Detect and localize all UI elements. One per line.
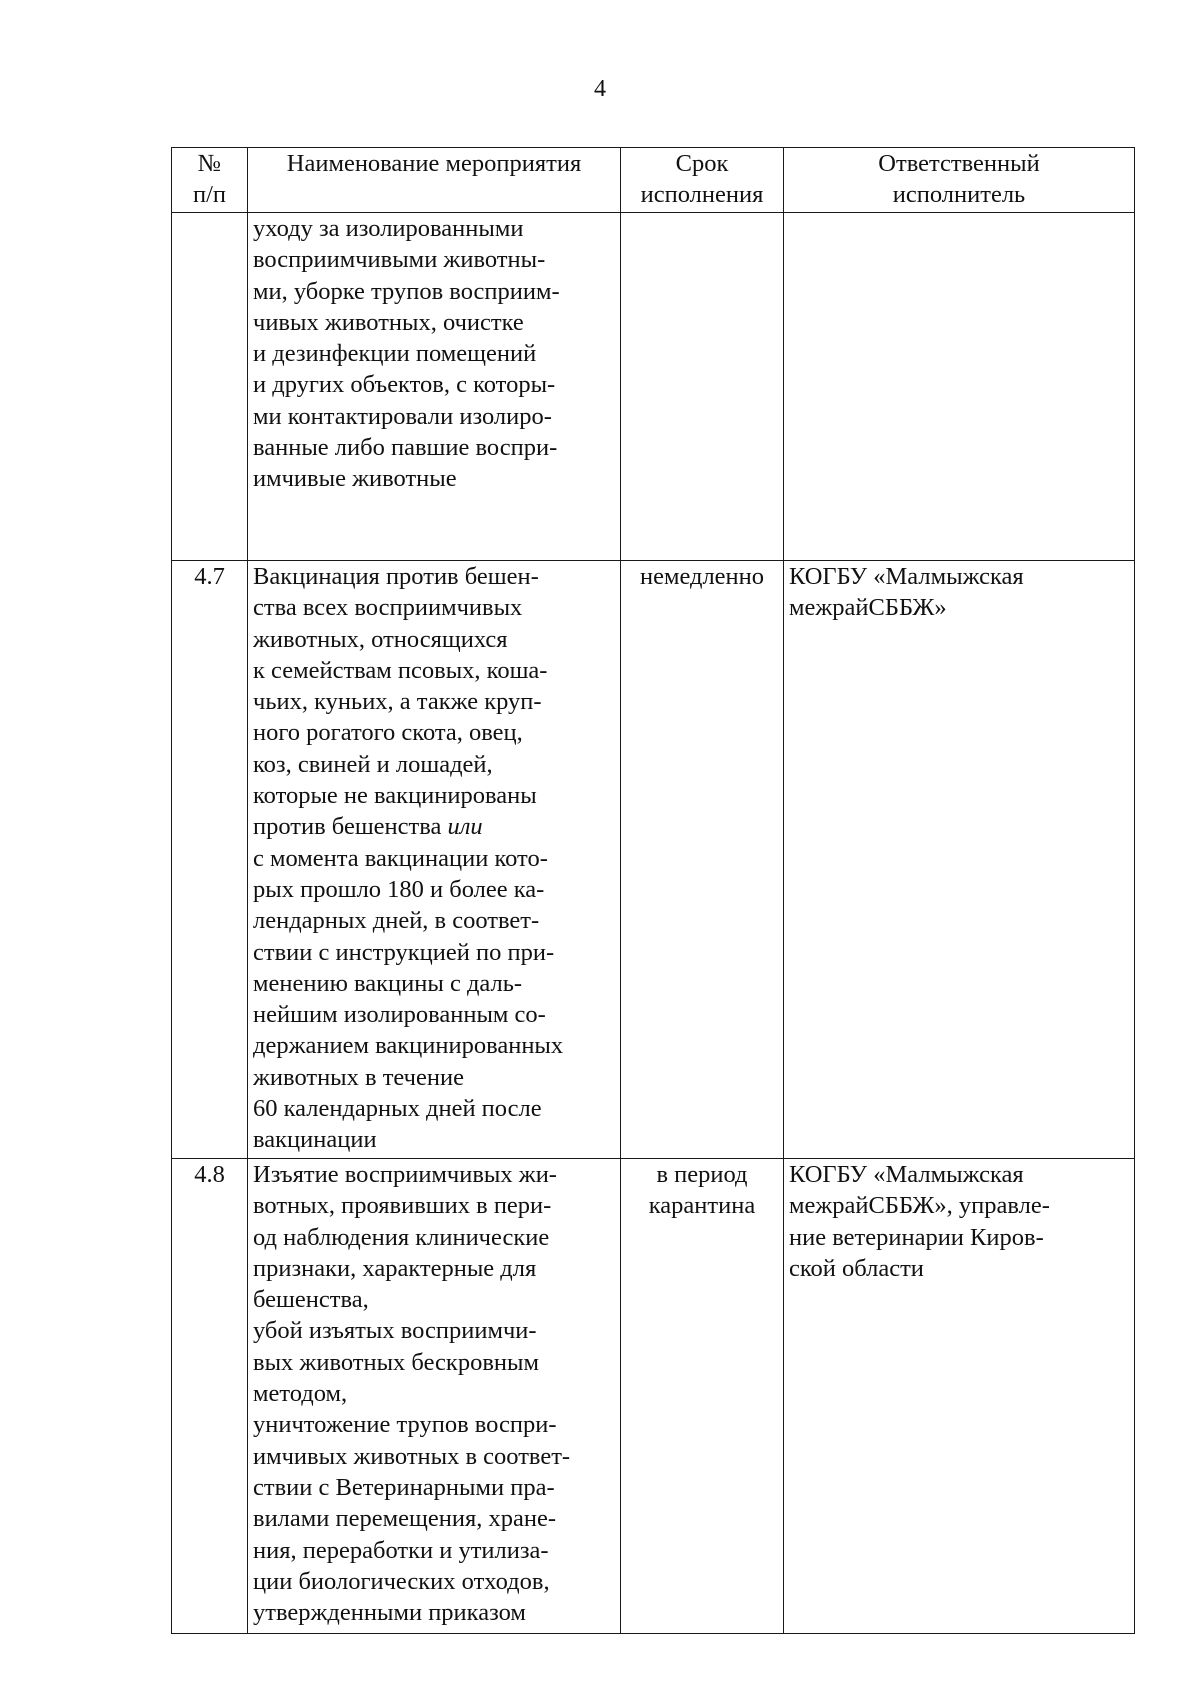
cell-name (248, 213, 621, 561)
header-term-line: Срок (675, 150, 729, 177)
cell-name-line: и дезинфекции помещений (253, 340, 537, 368)
cell-name-line: имчивых животных в соответ- (253, 1442, 571, 1470)
header-responsible-line: исполнитель (892, 181, 1026, 209)
cell-resp-line: ние ветеринарии Киров- (789, 1223, 1044, 1251)
cell-name-line: ния, переработки и утилиза- (253, 1536, 549, 1564)
cell-name-line: утвержденными приказом (253, 1599, 526, 1627)
cell-resp-line: КОГБУ «Малмыжская (789, 1161, 1024, 1188)
cell-name-line: ства всех восприимчивых (253, 594, 523, 622)
cell-responsible (784, 561, 1135, 1159)
cell-resp-line: КОГБУ «Малмыжская (789, 563, 1024, 590)
cell-name-line: животных, относящихся (253, 625, 508, 653)
header-name-line: Наименование мероприятия (286, 150, 582, 177)
cell-name-line: Изъятие восприимчивых жи- (253, 1161, 557, 1188)
header-responsible (784, 148, 1135, 213)
cell-name-line: с момента вакцинации кото- (253, 844, 548, 872)
cell-num: 4.7 (172, 561, 248, 1159)
cell-name-line: ного рогатого скота, овец, (253, 719, 523, 747)
cell-term (621, 213, 784, 561)
cell-name-line: признаки, характерные для (253, 1254, 537, 1282)
cell-name-line: ми, уборке трупов восприим- (253, 277, 560, 305)
cell-name-line: вых животных бескровным (253, 1348, 539, 1376)
cell-term-line: карантина (648, 1192, 756, 1220)
cell-name-line: Вакцинация против бешен- (253, 563, 539, 590)
table-row (172, 1159, 1135, 1634)
cell-name-line: вотных, проявивших в пери- (253, 1192, 552, 1220)
cell-num (172, 213, 248, 561)
header-term-line: исполнения (640, 181, 764, 209)
header-num-line: п/п (192, 181, 227, 209)
cell-name-line: чьих, куньих, а также круп- (253, 688, 542, 716)
table-header-row (172, 148, 1135, 213)
cell-name-line: держанием вакцинированных (253, 1032, 564, 1060)
cell-name-line: ствии с Ветеринарными пра- (253, 1473, 555, 1501)
cell-name-line: коз, свиней и лошадей, (253, 750, 493, 778)
cell-resp-line: межрайСББЖ», управле- (789, 1192, 1050, 1220)
table-row (172, 213, 1135, 561)
cell-responsible (784, 1159, 1135, 1634)
page-number: 4 (594, 76, 606, 102)
cell-term-line: в период (656, 1161, 748, 1188)
cell-term (621, 561, 784, 1159)
cell-name-line: и других объектов, с которы- (253, 371, 556, 399)
cell-name-line: имчивые животные (253, 465, 457, 493)
table-row (172, 561, 1135, 1159)
measures-table (171, 147, 1135, 1634)
header-num-line: № (197, 150, 222, 177)
cell-name-line: уничтожение трупов воспри- (253, 1411, 557, 1439)
cell-name-line: од наблюдения клинические (253, 1223, 550, 1251)
cell-term-line: немедленно (639, 563, 765, 590)
cell-num: 4.8 (172, 1159, 248, 1634)
cell-name-line: вилами перемещения, хране- (253, 1505, 557, 1533)
cell-name-line: ствии с инструкцией по при- (253, 938, 555, 966)
header-num (172, 148, 248, 213)
cell-name-line: менению вакцины с даль- (253, 969, 523, 997)
cell-name-line: ми контактировали изолиро- (253, 402, 552, 430)
cell-resp-line: межрайСББЖ» (789, 594, 947, 622)
cell-name-line: рых прошло 180 и более ка- (253, 875, 545, 903)
cell-name (248, 561, 621, 1159)
cell-name-line: 60 календарных дней после (253, 1095, 542, 1123)
cell-name-line: к семействам псовых, коша- (253, 656, 548, 684)
header-term (621, 148, 784, 213)
cell-name-line: животных в течение (253, 1063, 464, 1091)
cell-name-line: ванные либо павшие воспри- (253, 434, 558, 462)
cell-resp-line: ской области (789, 1254, 924, 1282)
header-responsible-line: Ответственный (878, 150, 1040, 177)
cell-name-line: против бешенства или (253, 813, 483, 841)
cell-term (621, 1159, 784, 1634)
cell-name-line: восприимчивыми животны- (253, 246, 546, 274)
cell-name-line: уходу за изолированными (253, 215, 524, 242)
cell-responsible (784, 213, 1135, 561)
cell-name-line: чивых животных, очистке (253, 308, 524, 336)
cell-name-line: нейшим изолированным со- (253, 1001, 546, 1029)
cell-name-line: лендарных дней, в соответ- (253, 907, 540, 935)
cell-name-line: которые не вакцинированы (253, 782, 537, 810)
header-name (248, 148, 621, 213)
cell-name (248, 1159, 621, 1634)
cell-name-line: бешенства, (253, 1286, 369, 1314)
cell-name-line: вакцинации (253, 1126, 377, 1154)
cell-name-line: ции биологических отходов, (253, 1567, 550, 1595)
cell-name-line: методом, (253, 1380, 348, 1408)
cell-name-line: убой изъятых восприимчи- (253, 1317, 537, 1345)
